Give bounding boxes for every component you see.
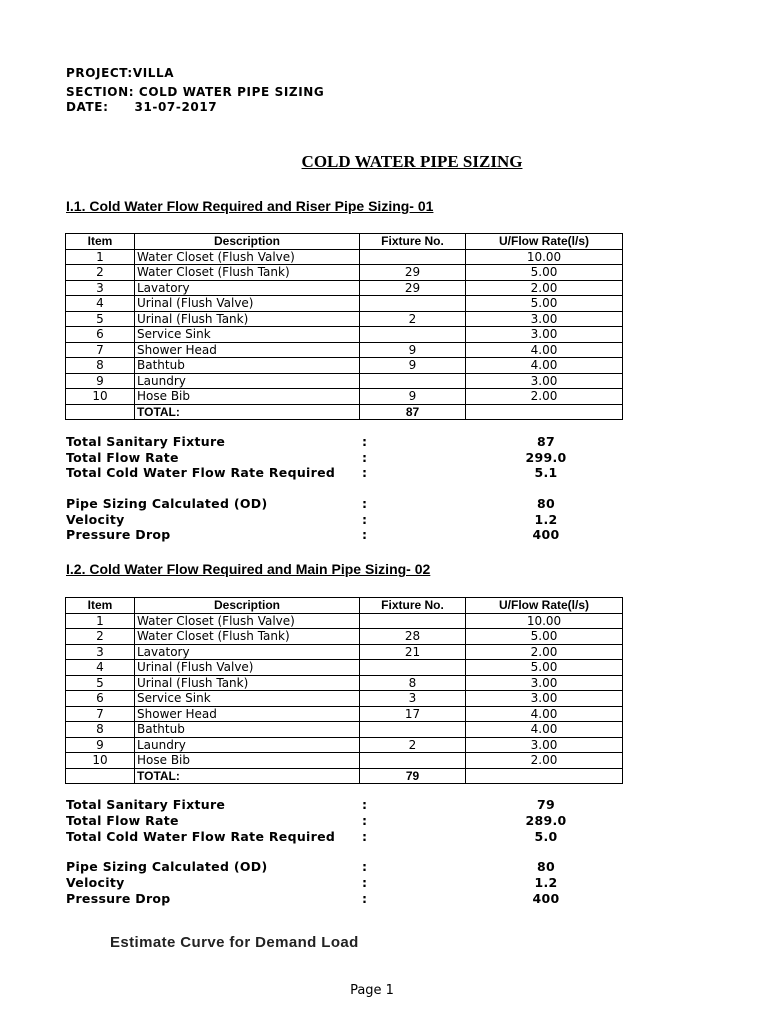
- cell-description: Shower Head: [135, 342, 360, 358]
- page-title: COLD WATER PIPE SIZING: [301, 152, 523, 171]
- cell-rate: 10.00: [466, 613, 623, 629]
- cell-description: Lavatory: [135, 280, 360, 296]
- cell-item: 2: [66, 265, 135, 281]
- table-row: [66, 249, 623, 265]
- cell-item: 3: [66, 280, 135, 296]
- table-row: [66, 629, 623, 645]
- summary-label: Velocity: [66, 875, 125, 890]
- cell-item: 7: [66, 342, 135, 358]
- cell-description: Water Closet (Flush Tank): [135, 629, 360, 645]
- cell-item: 2: [66, 629, 135, 645]
- cell-fixture: 9: [360, 358, 466, 374]
- cell-description: Hose Bib: [135, 389, 360, 405]
- chart-heading: Estimate Curve for Demand Load: [110, 934, 359, 951]
- cell-description: Lavatory: [135, 644, 360, 660]
- cell-description: Hose Bib: [135, 753, 360, 769]
- cell-fixture: 2: [360, 311, 466, 327]
- cell-fixture: [360, 722, 466, 738]
- cell-item: 6: [66, 327, 135, 343]
- col-header-description: Description: [135, 598, 360, 614]
- cell-rate: 10.00: [466, 249, 623, 265]
- page-number: Page 1: [350, 983, 394, 998]
- summary-value: 289.0: [525, 813, 567, 828]
- cell-empty: [66, 768, 135, 784]
- cell-rate: 3.00: [466, 691, 623, 707]
- summary-colon: :: [362, 813, 368, 828]
- table-total-row: [66, 768, 623, 784]
- table-header-row: [66, 234, 623, 250]
- summary-value: 80: [537, 496, 555, 511]
- cell-fixture: 2: [360, 737, 466, 753]
- table-row: [66, 296, 623, 312]
- cell-rate: 4.00: [466, 706, 623, 722]
- summary-colon: :: [362, 797, 368, 812]
- cell-description: Urinal (Flush Valve): [135, 296, 360, 312]
- table-row: [66, 358, 623, 374]
- cell-rate: 4.00: [466, 358, 623, 374]
- col-header-flow-rate: U/Flow Rate(l/s): [466, 234, 623, 250]
- cell-fixture: 21: [360, 644, 466, 660]
- col-header-fixture-no: Fixture No.: [360, 234, 466, 250]
- section-1-title: I.1. Cold Water Flow Required and Riser Pipe Sizing- 01: [66, 198, 434, 214]
- cell-rate: 3.00: [466, 737, 623, 753]
- summary-label: Pressure Drop: [66, 527, 171, 542]
- fixture-table-1: [65, 233, 623, 420]
- table-row: [66, 327, 623, 343]
- date-line: [66, 100, 217, 114]
- total-fixture: 79: [360, 768, 466, 784]
- date-label: DATE:: [66, 100, 109, 114]
- summary-label: Pipe Sizing Calculated (OD): [66, 496, 268, 511]
- table-row: [66, 753, 623, 769]
- cell-rate: 3.00: [466, 327, 623, 343]
- col-header-item: Item: [66, 598, 135, 614]
- cell-rate: 5.00: [466, 296, 623, 312]
- summary-value: 400: [532, 527, 560, 542]
- col-header-item: Item: [66, 234, 135, 250]
- cell-description: Water Closet (Flush Tank): [135, 265, 360, 281]
- summary-label: Total Sanitary Fixture: [66, 434, 226, 449]
- cell-empty: [66, 404, 135, 420]
- table-row: [66, 389, 623, 405]
- cell-fixture: 8: [360, 675, 466, 691]
- col-header-fixture-no: Fixture No.: [360, 598, 466, 614]
- cell-item: 10: [66, 389, 135, 405]
- summary-colon: :: [362, 859, 368, 874]
- cell-fixture: [360, 613, 466, 629]
- cell-rate: 2.00: [466, 389, 623, 405]
- summary-colon: :: [362, 434, 368, 449]
- fixture-table-2: [65, 597, 623, 784]
- cell-empty: [466, 404, 623, 420]
- cell-fixture: [360, 296, 466, 312]
- cell-description: Laundry: [135, 373, 360, 389]
- summary-value: 87: [537, 434, 555, 449]
- cell-rate: 5.00: [466, 265, 623, 281]
- summary-colon: :: [362, 875, 368, 890]
- cell-description: Urinal (Flush Tank): [135, 675, 360, 691]
- cell-item: 9: [66, 373, 135, 389]
- summary-value: 299.0: [525, 450, 567, 465]
- summary-colon: :: [362, 496, 368, 511]
- summary-value: 79: [537, 797, 555, 812]
- table-row: [66, 722, 623, 738]
- summary-value: 1.2: [534, 875, 558, 890]
- cell-item: 8: [66, 358, 135, 374]
- table-row: [66, 706, 623, 722]
- table-total-row: [66, 404, 623, 420]
- summary-colon: :: [362, 450, 368, 465]
- cell-description: Bathtub: [135, 358, 360, 374]
- cell-fixture: [360, 249, 466, 265]
- cell-rate: 5.00: [466, 660, 623, 676]
- cell-rate: 4.00: [466, 722, 623, 738]
- cell-item: 4: [66, 660, 135, 676]
- summary-value: 80: [537, 859, 555, 874]
- cell-item: 3: [66, 644, 135, 660]
- summary-colon: :: [362, 512, 368, 527]
- cell-description: Urinal (Flush Tank): [135, 311, 360, 327]
- cell-fixture: 28: [360, 629, 466, 645]
- table-row: [66, 311, 623, 327]
- table-row: [66, 342, 623, 358]
- table-row: [66, 613, 623, 629]
- col-header-flow-rate: U/Flow Rate(l/s): [466, 598, 623, 614]
- cell-item: 8: [66, 722, 135, 738]
- summary-label: Total Flow Rate: [66, 450, 179, 465]
- summary-label: Total Cold Water Flow Rate Required: [66, 465, 336, 480]
- table-row: [66, 373, 623, 389]
- cell-fixture: 9: [360, 389, 466, 405]
- cell-rate: 2.00: [466, 753, 623, 769]
- summary-colon: :: [362, 465, 368, 480]
- cell-description: Service Sink: [135, 691, 360, 707]
- cell-rate: 5.00: [466, 629, 623, 645]
- cell-item: 1: [66, 249, 135, 265]
- cell-fixture: 9: [360, 342, 466, 358]
- cell-item: 5: [66, 675, 135, 691]
- table-row: [66, 280, 623, 296]
- cell-fixture: [360, 753, 466, 769]
- cell-description: Water Closet (Flush Valve): [135, 613, 360, 629]
- col-header-description: Description: [135, 234, 360, 250]
- summary-label: Pipe Sizing Calculated (OD): [66, 859, 268, 874]
- cell-fixture: [360, 660, 466, 676]
- summary-label: Total Flow Rate: [66, 813, 179, 828]
- section-line: SECTION: COLD WATER PIPE SIZING: [66, 85, 325, 99]
- cell-fixture: [360, 327, 466, 343]
- cell-description: Urinal (Flush Valve): [135, 660, 360, 676]
- cell-rate: 3.00: [466, 675, 623, 691]
- summary-colon: :: [362, 829, 368, 844]
- cell-description: Laundry: [135, 737, 360, 753]
- cell-item: 1: [66, 613, 135, 629]
- summary-value: 400: [532, 891, 560, 906]
- total-label: TOTAL:: [135, 404, 360, 420]
- cell-fixture: 29: [360, 280, 466, 296]
- cell-description: Service Sink: [135, 327, 360, 343]
- cell-rate: 2.00: [466, 280, 623, 296]
- date-value: 31-07-2017: [134, 100, 218, 114]
- cell-fixture: [360, 373, 466, 389]
- cell-item: 7: [66, 706, 135, 722]
- summary-value: 5.0: [534, 829, 558, 844]
- project-line: PROJECT:VILLA: [66, 66, 175, 80]
- summary-label: Total Sanitary Fixture: [66, 797, 226, 812]
- summary-label: Total Cold Water Flow Rate Required: [66, 829, 336, 844]
- cell-empty: [466, 768, 623, 784]
- table-row: [66, 675, 623, 691]
- table-row: [66, 265, 623, 281]
- table-row: [66, 691, 623, 707]
- total-label: TOTAL:: [135, 768, 360, 784]
- cell-rate: 2.00: [466, 644, 623, 660]
- summary-value: 1.2: [534, 512, 558, 527]
- table-row: [66, 644, 623, 660]
- summary-value: 5.1: [534, 465, 558, 480]
- cell-item: 4: [66, 296, 135, 312]
- cell-rate: 3.00: [466, 373, 623, 389]
- cell-description: Bathtub: [135, 722, 360, 738]
- cell-description: Shower Head: [135, 706, 360, 722]
- cell-fixture: 17: [360, 706, 466, 722]
- summary-label: Pressure Drop: [66, 891, 171, 906]
- cell-description: Water Closet (Flush Valve): [135, 249, 360, 265]
- total-fixture: 87: [360, 404, 466, 420]
- cell-item: 5: [66, 311, 135, 327]
- table-row: [66, 660, 623, 676]
- table-header-row: [66, 598, 623, 614]
- cell-fixture: 29: [360, 265, 466, 281]
- summary-colon: :: [362, 891, 368, 906]
- table-row: [66, 737, 623, 753]
- cell-rate: 3.00: [466, 311, 623, 327]
- summary-colon: :: [362, 527, 368, 542]
- summary-label: Velocity: [66, 512, 125, 527]
- cell-item: 10: [66, 753, 135, 769]
- section-2-title: I.2. Cold Water Flow Required and Main Pipe Sizing- 02: [66, 561, 431, 577]
- cell-item: 6: [66, 691, 135, 707]
- cell-item: 9: [66, 737, 135, 753]
- cell-fixture: 3: [360, 691, 466, 707]
- cell-rate: 4.00: [466, 342, 623, 358]
